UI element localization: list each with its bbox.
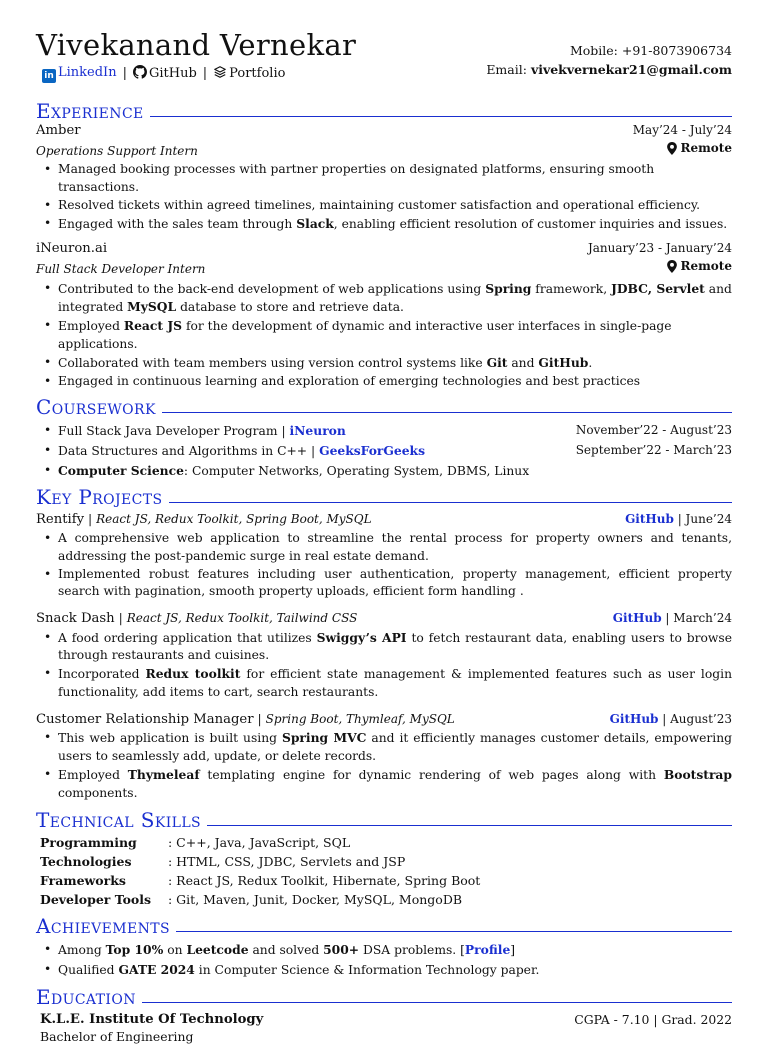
coursework-desc: : Computer Networks, Operating System, DBMS, Linux: [183, 464, 530, 479]
text-run: and it efficiently manages customer details, empowering users to seamlessly add, update, or delete records.: [58, 731, 733, 764]
text-run: Spring MVC: [281, 730, 367, 746]
coursework-item: [42, 441, 732, 461]
skill-values: : Git, Maven, Junit, Docker, MySQL, MongoDB: [168, 891, 463, 907]
text-run: for efficient state management & implemented features such as user login functionality, add items to cart, search restaurants.: [58, 667, 732, 700]
experience-heading: Experience: [36, 100, 732, 122]
mobile-number[interactable]: +91-8073906734: [621, 43, 732, 58]
project-title: [36, 710, 455, 729]
project-github-link[interactable]: GitHub: [612, 611, 662, 626]
projects-list: [36, 510, 732, 802]
projects-heading: Key Projects: [36, 486, 732, 508]
project-entry: [36, 609, 732, 702]
text-run: A food ordering application that utilizes: [58, 630, 317, 645]
location-pin-icon: [667, 142, 677, 155]
skill-category: Technologies: [40, 853, 132, 869]
coursework-list: [42, 421, 732, 481]
text-run: JDBC, Servlet: [611, 280, 705, 296]
resume-page: [36, 28, 732, 1046]
text-run: Leetcode: [186, 941, 249, 957]
project-date: August’23: [670, 711, 732, 726]
skill-row: [40, 833, 732, 852]
text-run: Employed: [58, 319, 124, 334]
project-meta: [625, 511, 732, 529]
project-stack: React JS, Redux Toolkit, Spring Boot, MySQL: [96, 512, 372, 527]
project-title: [36, 510, 372, 529]
text-run: Engaged with the sales team through: [58, 216, 297, 231]
text-run: Engaged in continuous learning and exploration of emerging technologies and best practices: [58, 373, 641, 388]
location-label: Remote: [680, 140, 732, 155]
text-run: framework,: [531, 281, 612, 296]
achievements-list: [42, 940, 732, 980]
achievement-item: [42, 940, 732, 960]
bullet-item: [42, 280, 732, 318]
experience-subheader: [36, 258, 732, 279]
text-run: Incorporated: [58, 667, 146, 682]
text-run: for the development of dynamic and interactive user interfaces in single-page applications.: [58, 319, 672, 352]
profile-link[interactable]: Profile: [464, 941, 511, 957]
bullet-item: [42, 530, 732, 566]
text-run: MySQL: [127, 299, 177, 315]
text-run: and solved: [248, 942, 324, 957]
location-pin-icon: [667, 260, 677, 273]
text-run: React JS: [123, 318, 183, 334]
project-entry: [36, 710, 732, 803]
experience-bullets: [42, 280, 732, 391]
skill-row: [40, 871, 732, 890]
resume-header: [36, 28, 732, 98]
coursework-bold: Computer Science: [58, 463, 184, 479]
coursework-item: [42, 421, 732, 441]
coursework-provider-link[interactable]: GeeksForGeeks: [319, 443, 426, 459]
text-run: Spring: [485, 280, 532, 296]
education-heading: Education: [36, 986, 732, 1008]
portfolio-link[interactable]: Portfolio: [213, 65, 285, 83]
project-header: [36, 710, 732, 729]
location: [667, 258, 733, 276]
text-run: Managed booking processes with partner properties on designated platforms, ensuring smooth transactions.: [58, 162, 655, 195]
experience-header: [36, 240, 732, 258]
text-run: Redux toolkit: [145, 666, 241, 682]
location-label: Remote: [680, 258, 732, 273]
role-title: Full Stack Developer Intern: [36, 262, 206, 277]
candidate-name: Vivekanand Vernekar: [36, 28, 357, 62]
skill-category: Developer Tools: [40, 891, 152, 907]
github-icon: [133, 65, 147, 79]
experience-entry: [36, 240, 732, 390]
project-date: June’24: [685, 512, 732, 527]
skill-values: : React JS, Redux Toolkit, Hibernate, Spring Boot: [168, 872, 481, 888]
text-run: database to store and retrieve data.: [176, 300, 404, 315]
separator: |: [253, 710, 266, 726]
text-run: ]: [510, 942, 516, 957]
education-score: CGPA - 7.10 | Grad. 2022: [574, 1011, 732, 1027]
github-link[interactable]: GitHub: [133, 65, 197, 83]
text-run: Collaborated with team members using version control systems like: [58, 355, 487, 370]
bullet-item: [42, 197, 732, 215]
text-run: components.: [58, 785, 138, 800]
mobile-line: Mobile: +91-8073906734: [569, 43, 732, 58]
coursework-dates: September’22 - March’23: [575, 443, 732, 458]
location: [667, 140, 733, 158]
separator: |: [661, 611, 674, 626]
skill-row: [40, 852, 732, 871]
text-run: Git: [486, 354, 508, 370]
text-run: in Computer Science & Information Technology paper.: [194, 962, 540, 977]
email-address[interactable]: vivekvernekar21@gmail.com: [530, 62, 732, 77]
experience-list: [36, 122, 732, 390]
coursework-heading: Coursework: [36, 396, 732, 418]
text-run: A comprehensive web application to streamline the rental process for property owners and tenants, addressing the post-pandemic surge in real estate demand.: [58, 530, 732, 563]
experience-dates: January’23 - January’24: [587, 241, 732, 256]
coursework-dates: November’22 - August’23: [575, 423, 732, 438]
project-github-link[interactable]: GitHub: [625, 512, 674, 527]
project-stack: Spring Boot, Thymleaf, MySQL: [265, 711, 455, 726]
project-bullets: [42, 729, 732, 802]
company-name: iNeuron.ai: [36, 241, 108, 257]
coursework-item: [42, 461, 732, 481]
email-line: Email: vivekvernekar21@gmail.com: [486, 62, 732, 77]
separator: |: [673, 512, 686, 527]
text-run: Among: [58, 942, 106, 957]
text-run: This web application is built using: [58, 731, 282, 746]
text-run: Bootstrap: [663, 766, 732, 782]
text-run: Thymeleaf: [127, 766, 200, 782]
experience-bullets: [42, 161, 732, 233]
text-run: Slack: [296, 215, 334, 231]
skill-row: [40, 890, 732, 909]
text-run: and: [507, 355, 539, 370]
project-github-link[interactable]: GitHub: [609, 711, 659, 726]
separator: |: [84, 511, 97, 527]
text-run: Qualified: [58, 962, 119, 977]
bullet-item: [42, 766, 732, 803]
text-run: GitHub: [538, 354, 589, 370]
project-meta: [613, 610, 732, 628]
text-run: on: [163, 942, 187, 957]
text-run: Contributed to the back-end development of web applications using: [58, 281, 486, 296]
bullet-item: [42, 566, 732, 602]
institution-name: K.L.E. Institute Of Technology: [40, 1011, 264, 1027]
project-header: [36, 510, 732, 529]
bullet-item: [42, 317, 732, 354]
profile-links: in LinkedIn | GitHub | Portfolio: [42, 64, 285, 83]
project-bullets: [42, 629, 732, 702]
skill-category: Frameworks: [40, 872, 126, 888]
skills-list: [40, 833, 732, 909]
bullet-item: [42, 729, 732, 766]
degree-name: Bachelor of Engineering: [40, 1029, 194, 1045]
text-run: GATE 2024: [118, 961, 195, 977]
bullet-item: [42, 629, 732, 666]
skill-category: Programming: [40, 834, 137, 850]
project-name: Rentify: [36, 512, 85, 528]
text-run: .: [588, 355, 593, 370]
experience-subheader: [36, 140, 732, 161]
text-run: Implemented robust features including user authentication, property management, efficient property search with pagination, smooth property uploads, efficient form handling .: [58, 566, 732, 599]
skills-heading: Technical Skills: [36, 809, 732, 831]
achievement-item: [42, 960, 732, 980]
text-run: Employed: [58, 767, 128, 782]
linkedin-link[interactable]: in LinkedIn: [42, 64, 117, 83]
text-run: , enabling efficient resolution of customer inquiries and issues.: [333, 216, 728, 231]
skill-values: : HTML, CSS, JDBC, Servlets and JSP: [168, 853, 406, 869]
experience-dates: May’24 - July’24: [632, 123, 732, 137]
text-run: Top 10%: [105, 941, 164, 957]
coursework-text: [58, 421, 346, 441]
text-run: templating engine for dynamic rendering of web pages along with: [199, 767, 664, 782]
project-header: [36, 609, 732, 628]
separator: |: [658, 711, 671, 726]
role-title: Operations Support Intern: [36, 143, 198, 158]
coursework-desc: Data Structures and Algorithms in C++ |: [58, 444, 320, 459]
project-bullets: [42, 530, 732, 601]
project-meta: [610, 711, 732, 729]
text-run: to fetch restaurant data, enabling users to browse through restaurants and cuisines.: [58, 630, 732, 663]
text-run: 500+: [323, 941, 360, 957]
bullet-item: [42, 215, 732, 234]
achievements-heading: Achievements: [36, 915, 732, 937]
bullet-item: [42, 354, 732, 373]
coursework-provider-link[interactable]: iNeuron: [289, 423, 346, 439]
separator: |: [114, 610, 127, 626]
experience-header: [36, 122, 732, 140]
project-title: [36, 609, 357, 628]
coursework-text: [58, 441, 425, 461]
project-entry: [36, 510, 732, 601]
experience-entry: [36, 122, 732, 233]
text-run: DSA problems. [: [359, 942, 465, 957]
text-run: and integrated: [58, 281, 732, 315]
linkedin-icon: in: [42, 69, 56, 83]
education-entry: [36, 1011, 732, 1046]
skill-values: : C++, Java, JavaScript, SQL: [168, 834, 351, 850]
project-date: March’24: [673, 611, 732, 626]
text-run: Resolved tickets within agreed timelines, maintaining customer satisfaction and operational efficiency.: [58, 197, 701, 212]
project-name: Customer Relationship Manager: [36, 711, 254, 727]
project-name: Snack Dash: [36, 611, 115, 627]
company-name: Amber: [36, 123, 81, 138]
text-run: Swiggy’s API: [316, 629, 407, 645]
project-stack: React JS, Redux Toolkit, Tailwind CSS: [126, 611, 358, 626]
bullet-item: [42, 161, 732, 197]
bullet-item: [42, 373, 732, 391]
coursework-desc: Full Stack Java Developer Program |: [58, 424, 290, 439]
portfolio-icon: [213, 65, 227, 79]
coursework-text: [58, 461, 529, 481]
contact-info: [486, 41, 732, 79]
bullet-item: [42, 665, 732, 702]
